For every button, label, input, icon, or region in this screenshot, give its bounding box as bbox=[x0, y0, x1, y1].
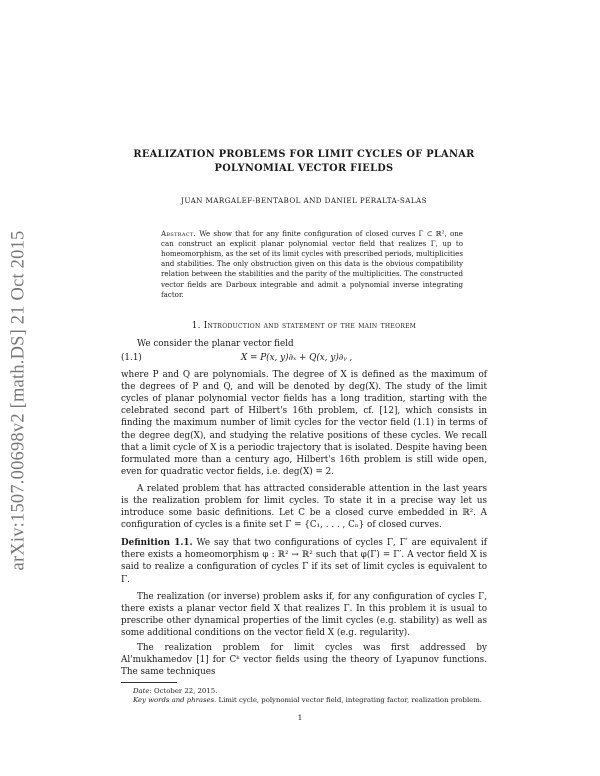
abstract-label: Abstract. bbox=[161, 229, 197, 239]
paragraph-degree: where P and Q are polynomials. The degree of X is defined as the maximum of the degrees of P and Q, and will be denoted by deg(X). The study of the limit cycles of planar polynomial vector fields has a long tradition, starting with the celebrated second part of Hilbert's 16th problem, cf. [12], which consists in finding the maximum number of limit cycles for the vector field (1.1) in terms of the degree deg(X), and studying the relative positions of these cycles. We recall that a limit cycle of X is a periodic trajectory that is isolated. Despite having been formulated more than a century ago, Hilbert's 16th problem is still wide open, even for quadratic vector fields, i.e. deg(X) = 2. bbox=[121, 370, 487, 477]
arxiv-identifier[interactable]: arXiv:1507.00698v2 [math.DS] 21 Oct 2015 bbox=[8, 230, 29, 570]
page-number: 1 bbox=[297, 713, 303, 722]
equation-text: X = P(x, y)∂ₓ + Q(x, y)∂ᵧ , bbox=[241, 352, 353, 363]
footnote-keywords bbox=[121, 696, 487, 705]
title-line-1: REALIZATION PROBLEMS FOR LIMIT CYCLES OF PLANAR bbox=[133, 149, 475, 160]
definition-heading: Definition 1.1. bbox=[121, 538, 193, 549]
definition-1-1 bbox=[121, 537, 487, 585]
footnote-date-label: Date bbox=[133, 687, 150, 695]
title-line-2: POLYNOMIAL VECTOR FIELDS bbox=[214, 162, 394, 174]
paper-content bbox=[121, 148, 487, 678]
arxiv-identifier-sidebar bbox=[6, 195, 32, 605]
definition-text: We say that two configurations of cycles Γ, Γ′ are equivalent if there exists a homeomorphism φ : ℝ² → ℝ² such that φ(Γ) = Γ′. A vector field X is said to realize a configuration of cycles Γ if its set of limit cycles is equivalent to Γ. bbox=[121, 538, 488, 585]
footnote-keywords-label: Key words and phrases. bbox=[133, 696, 217, 705]
equation-1-1 bbox=[121, 352, 487, 364]
section-heading: 1. Introduction and statement of the main theorem bbox=[191, 320, 417, 331]
paragraph-inverse-problem: The realization (or inverse) problem asks if, for any configuration of cycles Γ, there exists a planar vector field X that realizes Γ. In this problem it is usual to prescribe other dynamical properties of the limit cycles (e.g. stability) as well as some additional conditions on the vector field X (e.g. regularity). bbox=[121, 591, 487, 638]
paragraph-realization: A related problem that has attracted considerable attention in the last years is the realization problem for limit cycles. To state it in a precise way let us introduce some basic definitions. Let C be a closed curve embedded in ℝ². A configuration of cycles is a finite set Γ = {C₁, . . . , Cₙ} of closed curves. bbox=[121, 483, 487, 531]
footnotes bbox=[121, 682, 487, 706]
footnote-rule bbox=[121, 682, 177, 683]
footnote-date-value: : October 22, 2015. bbox=[149, 687, 218, 695]
author-list: JUAN MARGALEF-BENTABOL AND DANIEL PERALTA-SALAS bbox=[181, 196, 427, 205]
paragraph-history: The realization problem for limit cycles was first addressed by Al'mukhamedov [1] for Cᵏ vector fields using the theory of Lyapunov functions. The same techniques bbox=[121, 643, 487, 678]
footnote-date bbox=[121, 687, 487, 696]
paragraph-intro: We consider the planar vector field bbox=[137, 338, 294, 349]
abstract-text: We show that for any finite configuration of closed curves Γ ⊂ ℝ², one can construct an explicit planar polynomial vector field that realizes Γ, up to homeomorphism, as the set of its limit cycles with prescribed periods, multiplicities and stabilities. The only obstruction given on this data is the obvious compatibility relation between the stabilities and the parity of the multiplicities. The constructed vector fields are Darboux integrable and admit a polynomial inverse integrating factor. bbox=[161, 229, 464, 299]
footnote-keywords-value: Limit cycle, polynomial vector field, integrating factor, realization problem. bbox=[216, 696, 482, 705]
paper-title bbox=[121, 148, 487, 175]
abstract bbox=[161, 229, 463, 300]
equation-number: (1.1) bbox=[121, 352, 142, 363]
